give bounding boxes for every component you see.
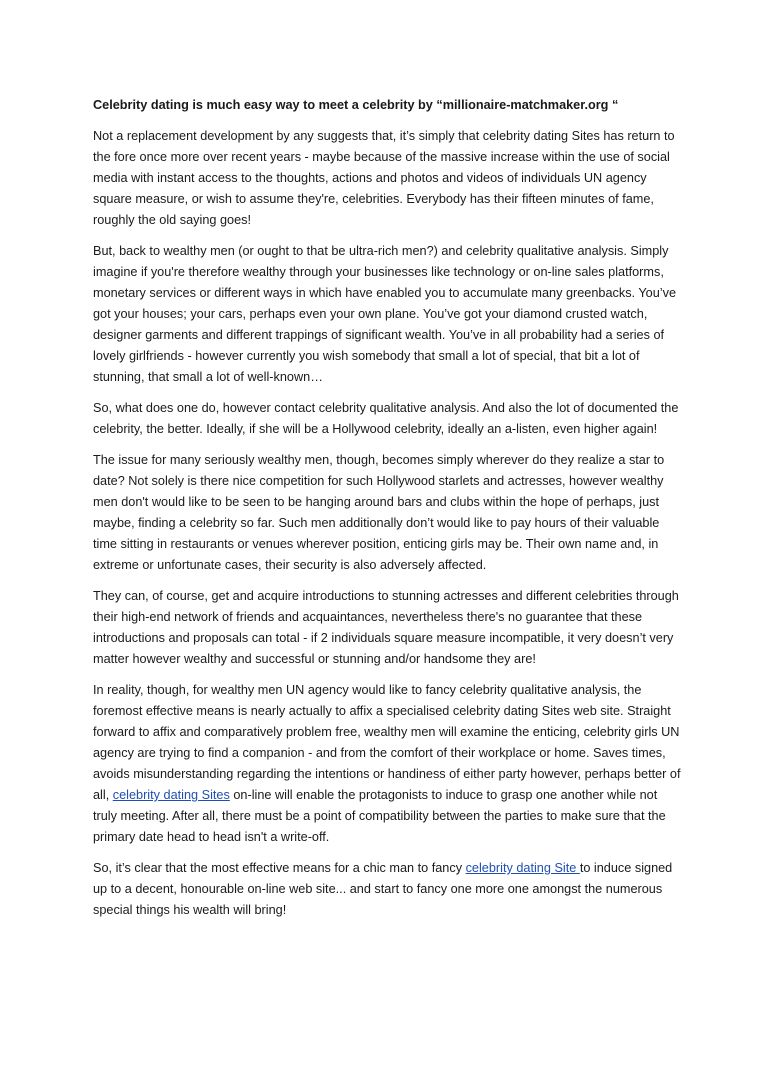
paragraph-6-before: In reality, though, for wealthy men UN agency would like to fancy celebrity qualitative analysis, the foremost effective means is nearly actually to affix a specialised celebrity dating Sites web site. Straight forward to affix and comparatively problem free, wealthy men will examine the enticing, celebrity girls UN agency are trying to find a companion - and from the comfort of their workplace or home. Saves times, avoids misunderstanding regarding the intentions or handiness of either party however, perhaps better of all, [93,683,681,802]
paragraph-6 [93,680,683,848]
paragraph-2: But, back to wealthy men (or ought to that be ultra-rich men?) and celebrity qualitative analysis. Simply imagine if you're therefore wealthy through your businesses like technology or on-line sales platforms, monetary services or different ways in which have enabled you to accumulate many greenbacks. You’ve got your houses; your cars, perhaps even your own plane. You’ve got your diamond crusted watch, designer garments and different trappings of significant wealth. You’ve in all probability had a series of lovely girlfriends - however currently you wish somebody that small a lot of special, that bit a lot of stunning, that small a lot of well-known… [93,244,677,384]
celebrity-dating-sites-link[interactable]: celebrity dating Sites [112,788,230,802]
document-body [93,95,683,931]
paragraph-3: So, what does one do, however contact celebrity qualitative analysis. And also the lot of documented the celebrity, the better. Ideally, if she will be a Hollywood celebrity, ideally an a-listen, even higher again! [93,401,679,436]
paragraph-1: Not a replacement development by any suggests that, it’s simply that celebrity dating Sites has return to the fore once more over recent years - maybe because of the massive increase within the use of social media with instant access to the thoughts, actions and photos and videos of individuals UN agency square measure, or wish to assume they're, celebrities. Everybody has their fifteen minutes of fame, roughly the old saying goes! [93,129,675,227]
paragraph-5: They can, of course, get and acquire introductions to stunning actresses and different celebrities through their high-end network of friends and acquaintances, nevertheless there's no guarantee that these introductions and proposals can total - if 2 individuals square measure incompatible, it very doesn’t very matter however wealthy and successful or stunning and/or handsome they are! [93,589,679,666]
celebrity-dating-site-link[interactable]: celebrity dating Site [465,861,580,875]
paragraph-7 [93,858,683,921]
document-title: Celebrity dating is much easy way to meet a celebrity by “millionaire-matchmaker.org “ [93,98,619,112]
paragraph-7-after: to induce signed up to a decent, honourable on-line web site... and start to fancy one more one amongst the numerous special things his wealth will bring! [93,861,673,917]
paragraph-4: The issue for many seriously wealthy men, though, becomes simply wherever do they realize a star to date? Not solely is there nice competition for such Hollywood starlets and actresses, however wealthy men don't would like to be seen to be hanging around bars and clubs within the hope of perhaps, just maybe, finding a celebrity so far. Such men additionally don’t would like to pay hours of their valuable time sitting in restaurants or venues wherever position, enticing girls may be. Their own name and, in extreme or unfortunate cases, their security is also adversely affected. [93,453,665,572]
paragraph-7-before: So, it’s clear that the most effective means for a chic man to fancy [93,861,466,875]
paragraph-6-after: on-line will enable the protagonists to induce to grasp one another while not truly meeting. After all, there must be a point of compatibility between the parties to make sure that the primary date head to head isn't a write-off. [93,788,666,844]
